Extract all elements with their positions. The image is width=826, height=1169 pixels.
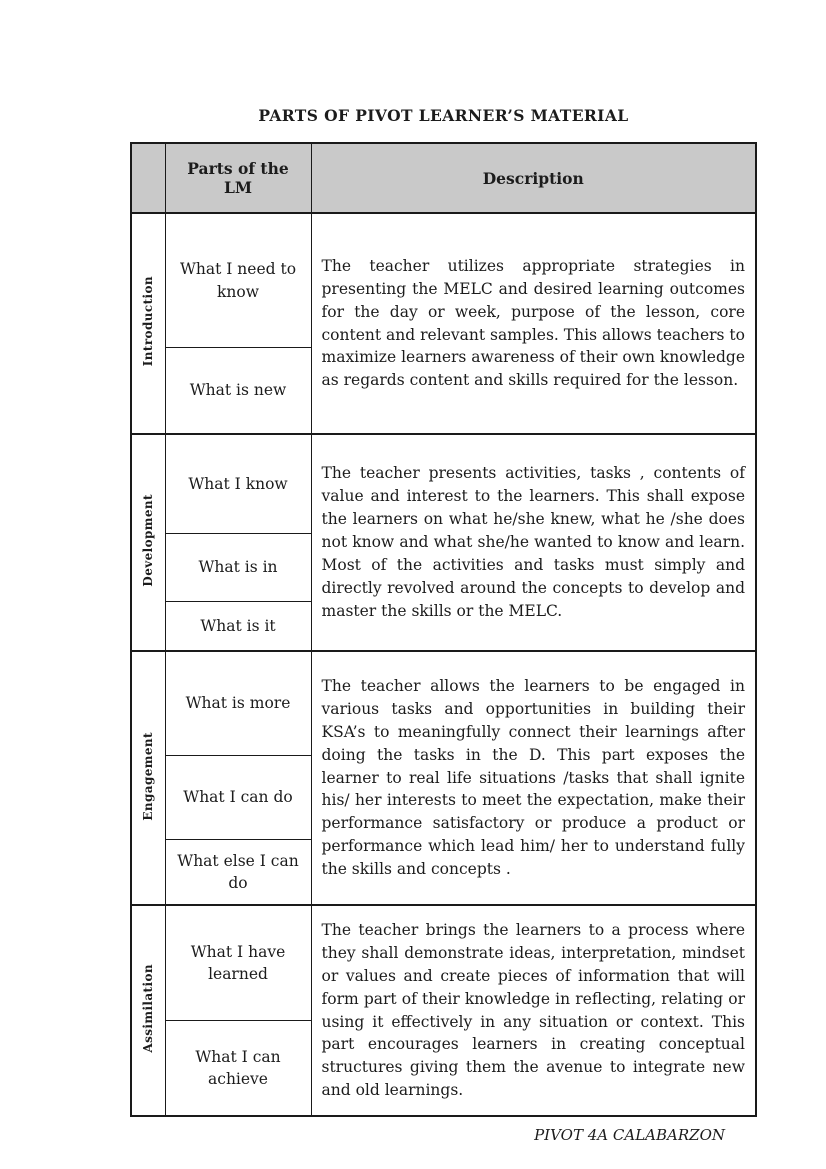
table-row bbox=[131, 905, 756, 1021]
phase-cell-introduction bbox=[131, 213, 165, 434]
description-cell-development: The teacher presents activities, tasks , contents of value and interest to the learners. This shall expose the learners on what he/she knew, what he /she does not know and what she/he wanted to know and learn. Most of the activities and tasks must simply and directly revolved around the concepts to develop and master the skills or the MELC. bbox=[311, 434, 756, 651]
part-cell-what-i-need-to-know: What I need to know bbox=[165, 213, 311, 348]
table-row bbox=[131, 651, 756, 756]
phase-cell-assimilation bbox=[131, 905, 165, 1116]
table-header-row bbox=[131, 143, 756, 213]
description-cell-assimilation: The teacher brings the learners to a process where they shall demonstrate ideas, interpretation, mindset or values and create pieces of information that will form part of their knowledge in reflecting, relating or using it effectively in any situation or context. This part encourages learners in creating conceptual structures giving them the avenue to integrate new and old learnings. bbox=[311, 905, 756, 1116]
col-header-description: Description bbox=[311, 143, 756, 213]
part-cell-what-is-in: What is in bbox=[165, 534, 311, 602]
part-cell-what-i-can-achieve: What I can achieve bbox=[165, 1021, 311, 1117]
document-body bbox=[130, 106, 757, 1144]
part-cell-what-i-can-do: What I can do bbox=[165, 756, 311, 840]
table-row bbox=[131, 434, 756, 534]
part-cell-what-else-i-can-do: What else I can do bbox=[165, 840, 311, 906]
phase-label-introduction: Introduction bbox=[141, 276, 156, 367]
part-cell-what-is-it: What is it bbox=[165, 602, 311, 652]
table-row bbox=[131, 213, 756, 348]
footer-watermark: PIVOT 4A CALABARZON bbox=[534, 1126, 725, 1144]
col-header-parts: Parts of the LM bbox=[165, 143, 311, 213]
phase-cell-engagement bbox=[131, 651, 165, 905]
phase-label-engagement: Engagement bbox=[141, 731, 156, 821]
description-cell-introduction: The teacher utilizes appropriate strategies in presenting the MELC and desired learning outcomes for the day or week, purpose of the lesson, core content and relevant samples. This allows teachers to maximize learners awareness of their own knowledge as regards content and skills required for the lesson. bbox=[311, 213, 756, 434]
part-cell-what-i-have-learned: What I have learned bbox=[165, 905, 311, 1021]
phase-label-development: Development bbox=[141, 494, 156, 587]
description-cell-engagement: The teacher allows the learners to be engaged in various tasks and opportunities in building their KSA’s to meaningfully connect their learnings after doing the tasks in the D. This part exposes the learner to real life situations /tasks that shall ignite his/ her interests to meet the expectation, make their performance satisfactory or produce a product or performance which lead him/ her to understand fully the skills and concepts . bbox=[311, 651, 756, 905]
part-cell-what-i-know: What I know bbox=[165, 434, 311, 534]
phase-label-assimilation: Assimilation bbox=[141, 964, 156, 1053]
col-header-phase bbox=[131, 143, 165, 213]
page-title: PARTS OF PIVOT LEARNER’S MATERIAL bbox=[258, 106, 629, 125]
part-cell-what-is-new: What is new bbox=[165, 348, 311, 435]
part-cell-what-is-more: What is more bbox=[165, 651, 311, 756]
parts-of-lm-table bbox=[130, 142, 757, 1117]
phase-cell-development bbox=[131, 434, 165, 651]
